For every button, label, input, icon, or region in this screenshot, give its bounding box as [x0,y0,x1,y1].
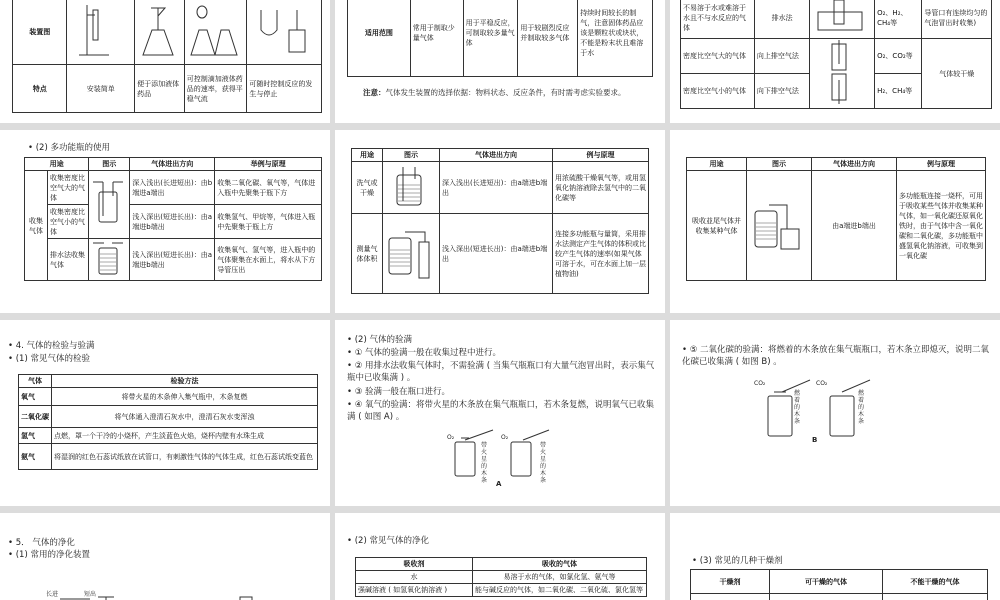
r1-absorbent: 水 [356,571,473,584]
r2-usage: 测量气体体积 [352,214,383,294]
slide-wash-measure[interactable] [335,130,665,313]
feature-add-liquid: 便于添加液体药品 [135,65,185,113]
r1-principle: 收集二氧化碳、氧气等，气体进入瓶中先聚集于瓶下方 [215,171,322,205]
desiccant-row-cell-3 [883,594,988,600]
slide-co2-full-check[interactable] [670,320,1000,506]
funnel-flask-diagram [137,0,179,60]
r1-direction: 由a端进b端出 [812,171,897,281]
in-label: 长进 [46,591,59,598]
col-usage: 用途 [687,158,747,171]
scope-c4: 持续时间较长的制气，注意固体药品应该是颗粒状或块状，不能是粉末状且难溶于水 [578,0,653,77]
desiccant-table [690,569,988,600]
test-oxygen: 将带火星的木条伸入集气瓶中，木条复燃 [52,388,318,406]
stick-label-1: 燃着的木条 [794,390,801,425]
col-principle: 例与原理 [553,149,649,162]
measure-cylinder-diagram [385,222,433,282]
test-co2: 将气体通入澄清石灰水中，澄清石灰水变浑浊 [52,406,318,428]
water-bottle-diagram [91,240,125,276]
wash-measure-table [351,148,649,294]
note-text: 气体发生装置的选择依据：物料状态、反应条件，有时需考虑实验要求。 [385,88,626,97]
method-r3b: 向下排空气法 [754,74,810,109]
section-heading: • (3) 常见的几种干燥剂 [692,556,783,566]
section-heading: • 5． 气体的净化 [8,538,75,548]
stick-label-2: 燃着的木条 [858,390,865,425]
col-desiccant: 干燥剂 [691,570,770,594]
gas-hydrogen: 氢气 [19,428,52,444]
line-4: • ④ 氧气的验满：将带火星的木条放在集气瓶瓶口，若木条复燃，说明氧气已收集满 ( 如图 A) 。 [347,400,655,422]
co2-check-text: • ⑤ 二氧化碳的验满：将燃着的木条放在集气瓶瓶口，若木条立即熄灭，说明二氧化碳已收集满 ( 如图 B) 。 [682,345,990,367]
oxygen-check-diagram [445,428,575,478]
method-diagram-cell [810,0,875,39]
note-line [363,87,626,99]
gas-label-2: O₂ [501,434,509,441]
method-r1a: 不易溶于水或难溶于水且不与水反应的气体 [681,0,755,39]
stand-tube-diagram [69,0,129,60]
col-principle: 例与原理 [897,158,986,171]
r2-principle: 连接多功能瓶与量筒，采用排水法测定产生气体的体积或比较产生气体的速率(如果气体可溶于水，可在水面上加一层植物油) [553,214,649,294]
gas-oxygen: 氧气 [19,388,52,406]
r1-principle: 多功能瓶连接一烧杯，可用于吸收某些气体并收集某种气体，如一氧化碳还原氧化铁时，由于气体中含一氧化碳和二氧化碳，多功能瓶中盛氢氧化钠溶液，可收集到一氧化碳 [897,171,986,281]
absorb-beaker-diagram [749,189,805,259]
r1-direction: 深入浅出(长进短出)：由b端进a端出 [130,171,215,205]
sub-heading: • (1) 常见气体的检验 [8,354,90,364]
r2-diagram-cell [383,214,440,294]
r1-usage: 洗气或干燥 [352,162,383,214]
dropping-funnel-diagram [187,0,242,60]
line-3: • ③ 验满一般在瓶口进行。 [347,387,451,397]
diagram-cell-4 [247,0,322,65]
col-diagram: 图示 [383,149,440,162]
col-principle: 举例与原理 [215,158,322,171]
method-r2c: O₂、CO₂等 [875,39,922,74]
water-trough-diagram [812,0,868,34]
figure-label: B [812,436,818,444]
col-usage: 用途 [352,149,383,162]
gas-label-1: CO₂ [754,380,766,387]
r3-usage: 排水法收集气体 [48,239,89,281]
diagram-cell-1 [67,0,135,65]
col-direction: 气体进出方向 [440,149,553,162]
sub-heading: • (1) 常用的净化装置 [8,550,90,560]
col-dryable: 可干燥的气体 [770,570,883,594]
r1-absorbed: 易溶于水的气体，如氯化氢、氨气等 [473,571,647,584]
col-usage: 用途 [25,158,89,171]
r1-usage: 吸收並尾气体并收集某种气体 [687,171,747,281]
row-label-features: 特点 [13,65,67,113]
r1-principle: 用浓硫酸干燥氧气等，或用氢氧化钠溶液除去氢气中的二氧化碳等 [553,162,649,214]
desiccant-row-cell-1 [691,594,770,600]
col-method: 检验方法 [52,375,318,388]
bottle-usage-table [24,157,322,281]
slide-collection-methods[interactable] [670,0,1000,123]
scope-c3: 用于较剧烈反应并制取较多气体 [518,0,578,77]
gas-co2: 二氧化碳 [19,406,52,428]
slide-gas-full-check[interactable] [335,320,665,506]
stick-label-2: 带火星的木条 [540,442,547,484]
note-prefix: 注意： [363,88,386,97]
col-absorbent: 吸收剂 [356,558,473,571]
r1-usage: 收集密度比空气大的气体 [48,171,89,205]
section-heading: • (2) 多功能瓶的使用 [28,143,110,153]
collection-table [680,0,992,109]
slide-generator-apparatus[interactable] [0,0,330,123]
figure-label: A [496,480,502,488]
method-r1d: 导管口有连续均匀的气泡冒出时收集) [922,0,992,39]
section-heading: • (2) 常见气体的净化 [347,536,429,546]
col-direction: 气体进出方向 [812,158,897,171]
method-r2a: 密度比空气大的气体 [681,39,755,74]
gas-label-1: O₂ [447,434,455,441]
air-displacement-diagram [812,40,868,104]
col-direction: 气体进出方向 [130,158,215,171]
absorb-table [686,157,986,281]
u-tube-diagram [249,0,315,60]
out-label: 短出 [84,591,97,598]
r3-diagram-cell [89,239,130,281]
feature-simple: 安装简单 [67,65,135,113]
slide-gas-tests[interactable] [0,320,330,506]
r2-direction: 浅入深出(短进长出)：由a端进b端出 [440,214,553,294]
method-r1c: O₂、H₂、CH₄等 [875,0,922,39]
stick-label-1: 带火星的木条 [481,442,488,484]
r12-diagram-cell [89,171,130,239]
desiccant-row-cell-2 [770,594,883,600]
gas-bottle-diagram [91,178,125,228]
method-r1b: 排水法 [754,0,810,39]
co2-check-diagram [754,378,894,438]
wash-bottle-diagram [385,163,433,209]
r1-direction: 深入浅出(长进短出)：由a端进b端出 [440,162,553,214]
r1-diagram-cell [383,162,440,214]
slide-multifunction-bottle[interactable] [0,130,330,313]
r2-absorbent: 强碱溶液 ( 如氢氧化钠溶液 ) [356,584,473,597]
row-label-diagram: 装置图 [13,0,67,65]
r1-diagram-cell [747,171,812,281]
method-diagram-cell-2 [810,39,875,109]
test-hydrogen: 点燃，罩一个干冷的小烧杯，产生淡蓝色火焰，烧杯内壁有水珠生成 [52,428,318,444]
col-not-dryable: 不能干燥的气体 [883,570,988,594]
feature-control-rate: 可控制滴加液体药品的速率，获得平稳气流 [184,65,247,113]
r2-direction: 浅入深出(短进长出)：由a端进b端出 [130,205,215,239]
scope-c2: 用于平稳反应，可制取较多量气体 [463,0,518,77]
scope-table [347,0,653,77]
slide-gas-purification[interactable] [0,513,330,600]
col-gas: 气体 [19,375,52,388]
r2-principle: 收集氢气、甲烷等，气体进入瓶中先聚集于瓶上方 [215,205,322,239]
r3-direction: 浅入深出(短进长出)：由a端进b端出 [130,239,215,281]
col-absorbed-gas: 吸收的气体 [473,558,647,571]
scope-row-label: 适用范围 [348,0,411,77]
method-r2b: 向上排空气法 [754,39,810,74]
col-diagram: 图示 [747,158,812,171]
slide-generator-scope[interactable] [335,0,665,123]
scope-c1: 常用于制取少量气体 [410,0,463,77]
method-r23d: 气体较干燥 [922,39,992,109]
gas-label-2: CO₂ [816,380,828,387]
col-diagram: 图示 [89,158,130,171]
method-r3a: 密度比空气小的气体 [681,74,755,109]
slide-common-purification[interactable] [335,513,665,600]
r3-principle: 收集氧气、氢气等，进入瓶中的气体聚集在水面上，将水从下方导管压出 [215,239,322,281]
gas-test-table [18,374,318,470]
group-collect-gas: 收集气体 [25,171,48,281]
slide-desiccants[interactable] [670,513,1000,600]
r2-absorbed: 能与碱反应的气体，如二氧化碳、二氧化硫、氯化氢等 [473,584,647,597]
test-ammonia: 将湿润的红色石蕊试纸放在试管口，有刺激性气体的气体生成，红色石蕊试纸变蓝色 [52,444,318,470]
section-heading: • 4. 气体的检验与验满 [8,341,95,351]
slide-absorb-collect[interactable] [670,130,1000,313]
line-2: • ② 用排水法收集气体时，不需验满 ( 当集气瓶瓶口有大量气泡冒出时，表示集气瓶中已收集满 ) 。 [347,361,655,383]
diagram-cell-2 [135,0,185,65]
line-1: • ① 气体的验满一般在收集过程中进行。 [347,348,502,358]
apparatus-table [12,0,322,113]
method-r3c: H₂、CH₄等 [875,74,922,109]
r2-usage: 收集密度比空气小的气体 [48,205,89,239]
diagram-cell-3 [184,0,247,65]
feature-control-start-stop: 可随时控制反应的发生与停止 [247,65,322,113]
line-heading: • (2) 气体的验满 [347,335,412,345]
gas-ammonia: 氨气 [19,444,52,470]
purification-table [355,557,647,597]
purification-diagram [40,593,280,600]
